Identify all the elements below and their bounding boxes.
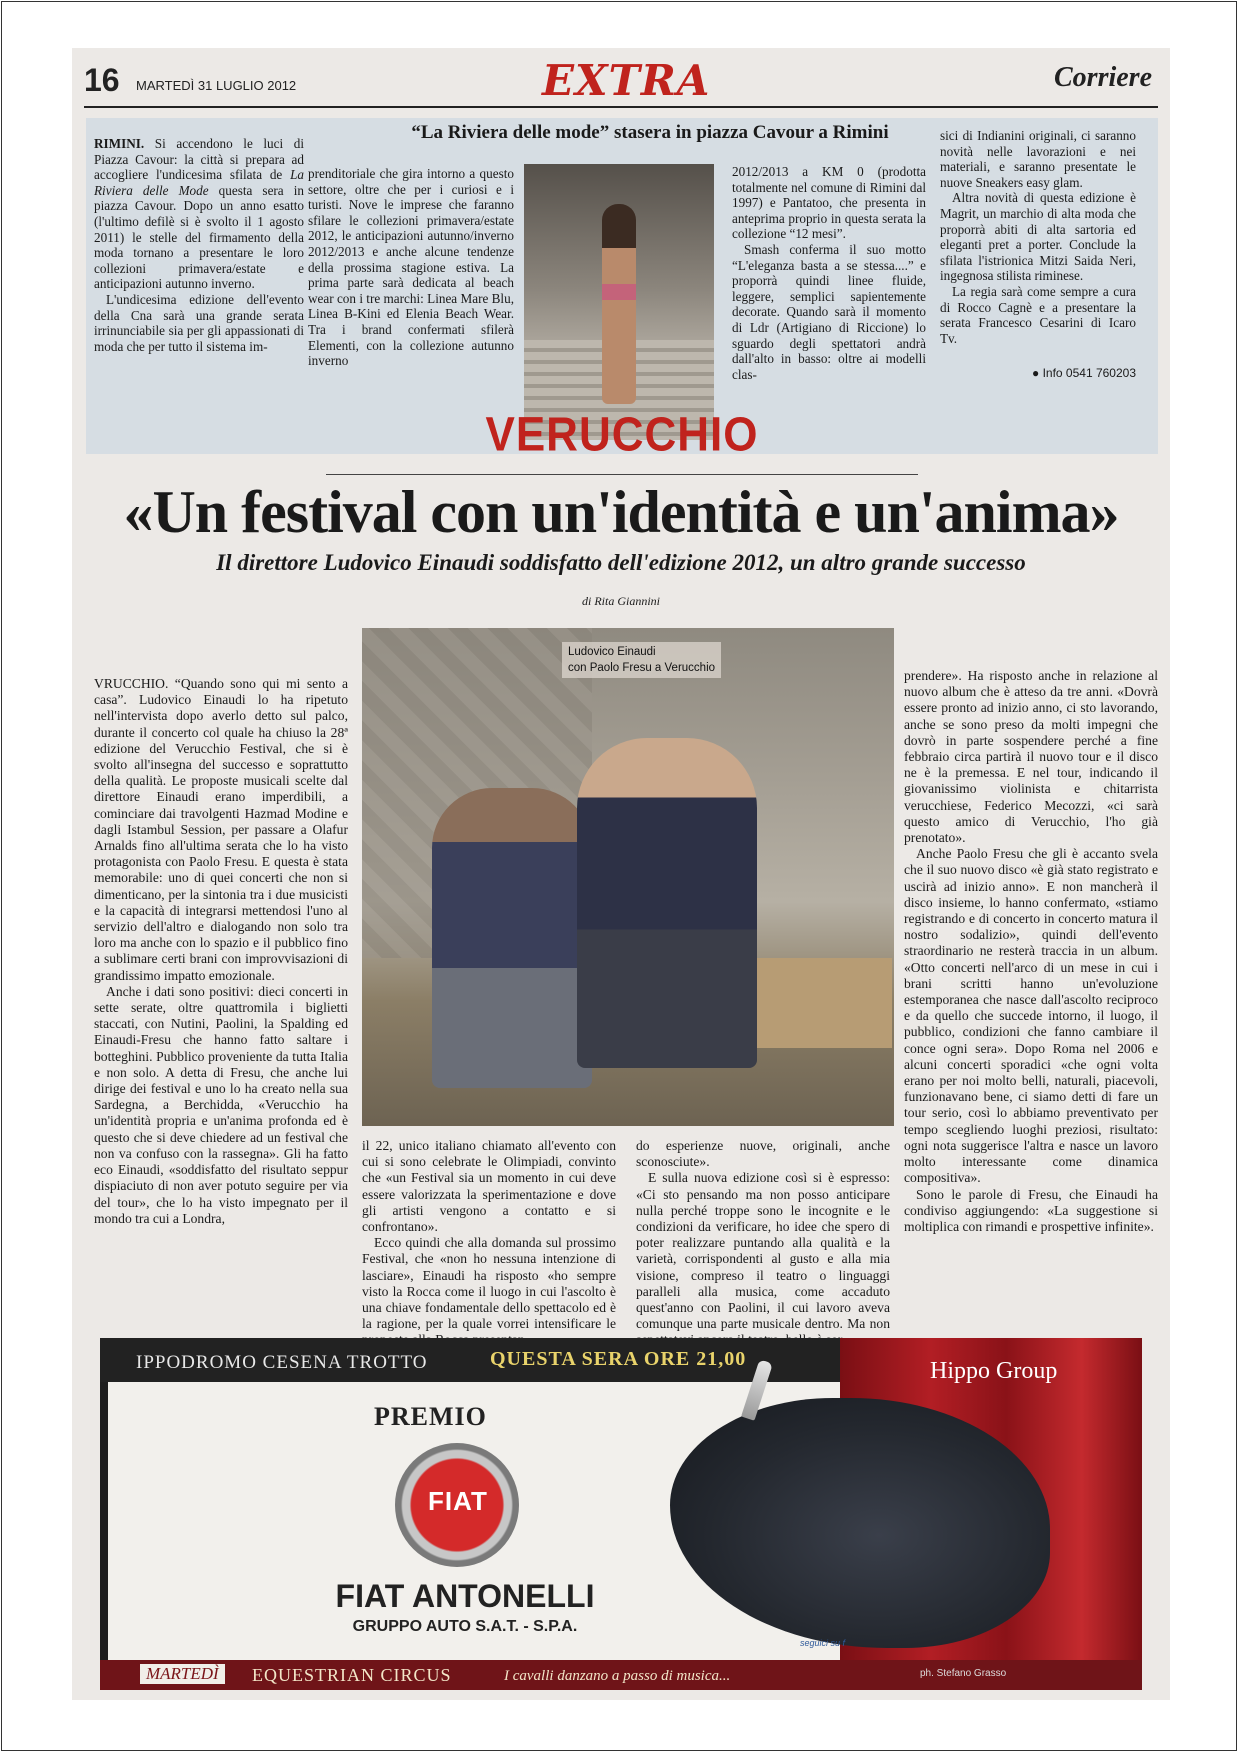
- main-photo: [362, 628, 894, 1126]
- main-col4-para-2: Anche Paolo Fresu che gli è accanto svela che il suo nuovo disco «è già stato registrato e uscirà ad inizio anno». E non mancherà il disco insieme, lo hanno confermato, «stiamo registrando e di concerto in concerto matura il nostro sodalizio», quindi dell'evento straordinario ne resterà traccia in un album. «Otto concerti nell'arco di un mese in cui i brani scritti hanno un'evoluzione estemporanea che nasce dall'ascolto reciproco e da quello che succede intorno, il luogo, il pubblico, condizioni che fanno cambiare il conce ogni sera». Dopo Roma nel 2006 e alcuni concerti sporadici «che ogni volta erano per noi molto belli, naturali, piacevoli, funzionavano bene, ci siamo detti di fare un tour serio, così lo abbiamo preventivato per tempo scegliendo luoghi preziosi, risultato: ogni nota suggerisce l'altra e nasce un lavoro molto interessante come dinamica compositiva».: [904, 846, 1158, 1186]
- photo-paolo-fresu: [432, 788, 592, 1088]
- photo-model-figure: [602, 204, 636, 404]
- photo-caption: [562, 642, 721, 678]
- top-article-column-4: [940, 128, 1136, 346]
- photo-caption-line-2: con Paolo Fresu a Verucchio: [568, 662, 716, 674]
- ad-photo-credit: ph. Stefano Grasso: [920, 1668, 1007, 1679]
- main-col1-para-2: Anche i dati sono positivi: dieci concerti in sette serate, oltre quattromila i biglietti staccati, con Nutini, Paolini, la Spalding ed Einaudi-Fresu che hanno fatto saltare i botteghini. Pubblico proveniente da tutta Italia e non solo. A detta di Fresu, che anche lui dirige dei festival e uno lo ha creato nella sua Sardegna, a Berchidda, «Verucchio ha un'identità propria e un'anima profonda ed è questo che si deve chiedere ad un festival che non va confuso con la rassegna». Gli ha fatto eco Einaudi, «soddisfatto del risultato seppur dispiaciuto di non aver potuto seguire per via del tour», che lo ha visto impegnato per il mondo tra cui a Londra,: [94, 983, 348, 1226]
- top-col4-para-1: sici di Indianini originali, ci saranno novità nelle lavorazioni e nei materiali, e saranno presentate le nuove Sneakers easy glam.: [940, 128, 1136, 190]
- photo-ludovico-einaudi: [577, 738, 757, 1068]
- top-col1-dateline: RIMINI.: [94, 136, 155, 151]
- byline: di Rita Giannini: [582, 594, 660, 608]
- ad-follow: seguici su f: [800, 1638, 846, 1648]
- ad-ippodromo: IPPODROMO CESENA TROTTO: [136, 1352, 428, 1373]
- photo-caption-line-1: Ludovico Einaudi: [568, 646, 656, 658]
- location-kicker: VERUCCHIO: [485, 407, 759, 462]
- top-article-column-2: prenditoriale che gira intorno a questo settore, oltre che per i curiosi e i turisti. Nove le imprese che faranno sfilare le collezioni primavera/estate 2012, le anticipazioni autunno/inverno 2012/2013 e anche alcune tendenze della prossima stagione estiva. La prima parte sarà dedicata al beach wear con i tre marchi: Linea Mare Blu, Linea B-Kini ed Elenia Beach Wear. Tra i brand confermati sfilerà Elementi, con la collezione autunno inverno: [308, 166, 514, 369]
- main-column-3: [636, 1138, 890, 1349]
- ad-sponsor-sub: GRUPPO AUTO S.A.T. - S.P.A.: [352, 1618, 578, 1635]
- kicker-rule: [326, 474, 918, 475]
- top-col4-para-3: La regia sarà come sempre a cura di Rocco Cagnè e a presentare la serata Francesco Cesarini di Icaro Tv.: [940, 283, 1136, 346]
- ad-equestrian-circus: EQUESTRIAN CIRCUS: [252, 1665, 452, 1685]
- page-number: 16: [84, 62, 120, 98]
- top-col1-text-a: Si accendono le luci di Piazza Cavour: la città si prepara ad accogliere l'undicesima sfilata de: [94, 136, 304, 183]
- top-col3-para-2: Smash conferma il suo motto “L'eleganza basta a se stessa....” e proporrà quindi linee fluide, leggere, semplici sapientemente decorate. Quando sarà il momento di Ldr (Artigiano di Riccione) lo sguardo degli spettatori andrà dall'alto in basso: oltre ai modelli clas-: [732, 241, 926, 382]
- issue-date: MARTEDÌ 31 LUGLIO 2012: [136, 78, 297, 93]
- main-col2-para-2: Ecco quindi che alla domanda sul prossimo Festival, che «non ho nessuna intenzione di lasciare», Einaudi ha risposto «ho sempre visto la Rocca come il luogo in cui l'ascolto è una chiave fondamentale dello spettacolo ed è la ragione, per la quale vorrei intensificare le: [362, 1235, 616, 1332]
- model-photo: [524, 164, 714, 440]
- top-col4-para-2: Altra novità di questa edizione è Magrit, un marchio di alta moda che proporrà abiti di alta sartoria ed eleganti pret a porter. Conclude la sfilata l'istrionica Mitzi Saida Neri, ingegnosa stilista riminese.: [940, 190, 1136, 284]
- ad-premio: PREMIO: [374, 1402, 487, 1431]
- main-col2-para-1: il 22, unico italiano chiamato all'evento con cui si sono celebrate le Olimpiadi, convinto che «un Festival sia un momento in cui deve essere valorizzata la sperimentazione e dove gli artisti vengono a contatto e si confrontano».: [362, 1138, 616, 1235]
- main-col4-para-3: Sono le parole di Fresu, che Einaudi ha condiviso aggiungendo: «La suggestione si moltiplica con rimandi e prospettive infinite».: [904, 1186, 1158, 1234]
- newspaper-logo: Corriere: [1054, 62, 1152, 93]
- advertisement: [100, 1338, 1142, 1690]
- fiat-logo-text: FIAT: [428, 1486, 488, 1516]
- ad-martedi: MARTEDÌ: [140, 1664, 225, 1684]
- main-column-2: [362, 1138, 616, 1349]
- top-article-column-1: [94, 136, 304, 354]
- top-col3-para-1: 2012/2013 a KM 0 (prodotta totalmente nel comune di Rimini dal 1997) e Pantatoo, che presenta in anteprima proprio in questa serata la collezione “12 mesi”.: [732, 164, 926, 242]
- main-col1-para-1: VRUCCHIO. “Quando sono qui mi sento a casa”. Ludovico Einaudi lo ha ripetuto nell'intervista dopo averlo detto sul palco, durante il concerto col quale ha chiuso la 28ª edizione del Verucchio Festival, che si è svolto all'insegna del successo e soprattutto della qualità. Le proposte musicali scelte dal direttore Einaudi erano imperdibili, a cominciare dai travolgenti Hazmad Modine e dagli Istambul Session, per passare a Olafur Arnalds fino all'ultima serata che lo ha visto protagonista con Paolo Fresu. E questa è stata memorabile: uno di quei concerti che non si dimenticano, per la sintonia tra i due musicisti e la capacità di integrarsi mettendosi l'uno al servizio dell'altro e dialogando non solo tra loro ma anche con lo spazio e il pubblico fino a sublimare certi brani con improvvisazioni di grandissimo impatto emozionale.: [94, 676, 348, 983]
- main-column-1: [94, 676, 348, 1227]
- hippo-group-logo: Hippo Group: [930, 1358, 1058, 1384]
- header-rule: [84, 106, 1158, 108]
- ad-questa-sera: QUESTA SERA ORE 21,00: [490, 1348, 747, 1370]
- main-headline: «Un festival con un'identità e un'anima»: [123, 479, 1119, 545]
- top-article-column-3: [732, 164, 926, 382]
- ad-tagline: I cavalli danzano a passo di musica...: [504, 1668, 731, 1684]
- main-col3-para-2: E sulla nuova edizione così si è espresso: «Ci sto pensando ma non posso anticipare nulla perché troppe sono le incognite e le condizioni da verificare, ho idee che spero di poter realizzare puntando alla qualità e la varietà, corrispondenti al gusto e alla mia visione, compreso il teatro o linguaggi paralleli alla musica, come accaduto quest'anno con Paolini, il cui lavoro aveva comunque una parte musicale dentro. Ma non: [636, 1170, 890, 1332]
- section-logo: EXTRA: [542, 56, 711, 105]
- top-col1-para: [94, 136, 304, 292]
- info-phone: ● Info 0541 760203: [1032, 366, 1137, 380]
- newspaper-page: [72, 48, 1170, 1700]
- main-col4-para-1: prendere». Ha risposto anche in relazione al nuovo album che è atteso da tre anni. «Dovrà essere pronto ad inizio anno, ci sto lavorando, anche se sono preso da molti impegni che dovrò in parte sospendere perché a fine febbraio circa partirà il nuovo tour e il disco ne è la premessa. E nel tour, indicando il giovanissimo violinista e chitarrista verucchiese, Federico Mecozzi, «ci sarà questo amico di Verucchio, l'ho già prenotato».: [904, 668, 1158, 846]
- ad-sponsor: FIAT ANTONELLI: [335, 1578, 595, 1614]
- top-col1-italic: La Riviera delle Mode: [94, 167, 304, 198]
- main-col3-para-1: do esperienze nuove, originali, anche sconosciute».: [636, 1138, 890, 1170]
- top-col1-text-b: questa sera in piazza Cavour. Dopo un anno esatto (l'ultimo defilè si è svolto il 1 agosto 2011) le stelle del firmamento della moda tornano a presentare le loro collezioni primavera/estate e anticipazioni autunno inverno.: [94, 182, 304, 292]
- top-col1-para-2: L'undicesima edizione dell'evento della Cna sarà una grande serata irrinunciabile sia per gli appassionati di moda che per tutto il sistema im-: [94, 291, 304, 354]
- main-subheadline: Il direttore Ludovico Einaudi soddisfatto dell'edizione 2012, un altro grande successo: [216, 550, 1026, 575]
- main-column-4: [904, 668, 1158, 1235]
- top-article-headline: “La Riviera delle mode” stasera in piazza Cavour a Rimini: [411, 122, 889, 143]
